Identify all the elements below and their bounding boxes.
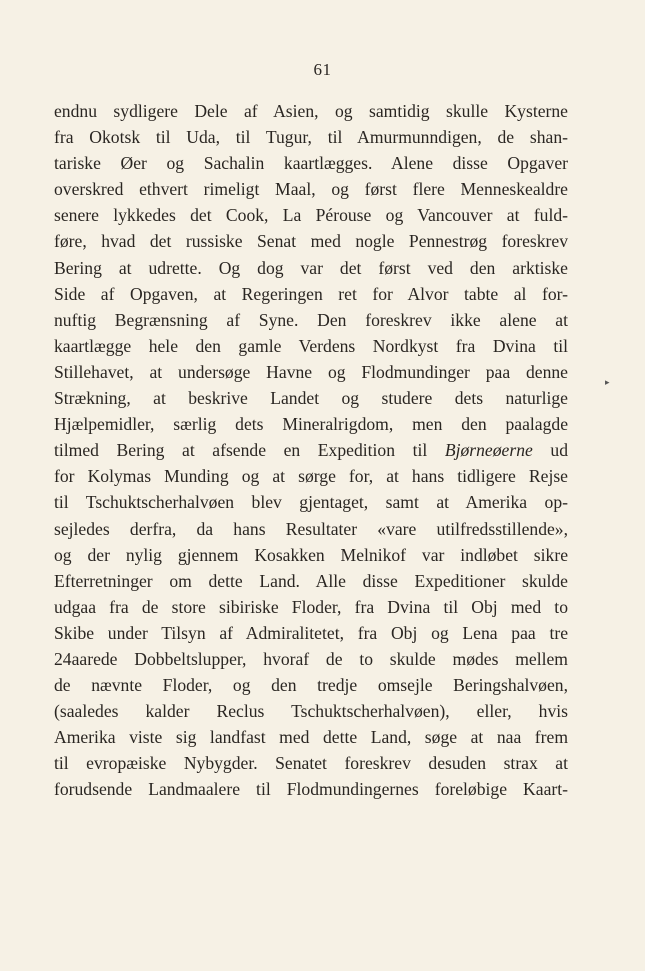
text-line: til evropæiske Nybygder. Senatet foreskrev desuden strax at xyxy=(54,753,568,774)
text-segment: tilmed Bering at afsende en Expedition til xyxy=(54,440,428,461)
text-line: til Tschuktscherhalvøen blev gjentaget, samt at Amerika op- xyxy=(54,492,568,513)
text-line: kaartlægge hele den gamle Verdens Nordkyst fra Dvina til xyxy=(54,335,568,356)
text-line: sejledes derfra, da hans Resultater «vare utilfredsstillende», xyxy=(54,518,568,539)
text-line: Skibe under Tilsyn af Admiralitetet, fra Obj og Lena paa tre xyxy=(54,622,568,643)
text-line-with-italic xyxy=(54,437,568,463)
text-segment: ud xyxy=(550,440,568,461)
text-line: overskred ethvert rimeligt Maal, og først flere Menneskealdre xyxy=(54,179,568,200)
text-line: Bering at udrette. Og dog var det først ved den arktiske xyxy=(54,257,568,278)
text-line: tariske Øer og Sachalin kaartlægges. Alene disse Opgaver xyxy=(54,153,568,174)
text-line: og der nylig gjennem Kosakken Melnikof var indløbet sikre xyxy=(54,544,568,565)
text-line: Hjælpemidler, særlig dets Mineralrigdom, men den paalagde xyxy=(54,414,568,435)
text-line: de nævnte Floder, og den tredje omsejle Beringshalvøen, xyxy=(54,675,568,696)
text-line: Amerika viste sig landfast med dette Land, søge at naa frem xyxy=(54,727,568,748)
text-line: Strækning, at beskrive Landet og studere dets naturlige xyxy=(54,388,568,409)
margin-mark: ▸ xyxy=(605,377,610,387)
text-line: nuftig Begrænsning af Syne. Den foreskrev ikke alene at xyxy=(54,309,568,330)
page-number: 61 xyxy=(313,60,332,79)
text-line: Efterretninger om dette Land. Alle disse Expeditioner skulde xyxy=(54,570,568,591)
body-text xyxy=(54,98,568,803)
text-line: Side af Opgaven, at Regeringen ret for Alvor tabte al for- xyxy=(54,283,568,304)
text-line: senere lykkedes det Cook, La Pérouse og Vancouver at fuld- xyxy=(54,205,568,226)
text-line: føre, hvad det russiske Senat med nogle Pennestrøg foreskrev xyxy=(54,231,568,252)
italic-place-name: Bjørneøerne xyxy=(444,440,533,461)
text-line: Stillehavet, at undersøge Havne og Flodmundinger paa denne xyxy=(54,361,568,382)
text-line: 24aarede Dobbeltslupper, hvoraf de to skulde mødes mellem xyxy=(54,648,568,669)
text-line: (saaledes kalder Reclus Tschuktscherhalvøen), eller, hvis xyxy=(54,701,568,722)
text-line: udgaa fra de store sibiriske Floder, fra Dvina til Obj med to xyxy=(54,596,568,617)
text-line: endnu sydligere Dele af Asien, og samtidig skulle Kysterne xyxy=(54,101,568,121)
text-line: for Kolymas Munding og at sørge for, at hans tidligere Rejse xyxy=(54,466,568,487)
text-line: forudsende Landmaalere til Flodmundingernes foreløbige Kaart- xyxy=(54,779,568,800)
text-line: fra Okotsk til Uda, til Tugur, til Amurmunndigen, de shan- xyxy=(54,127,568,148)
